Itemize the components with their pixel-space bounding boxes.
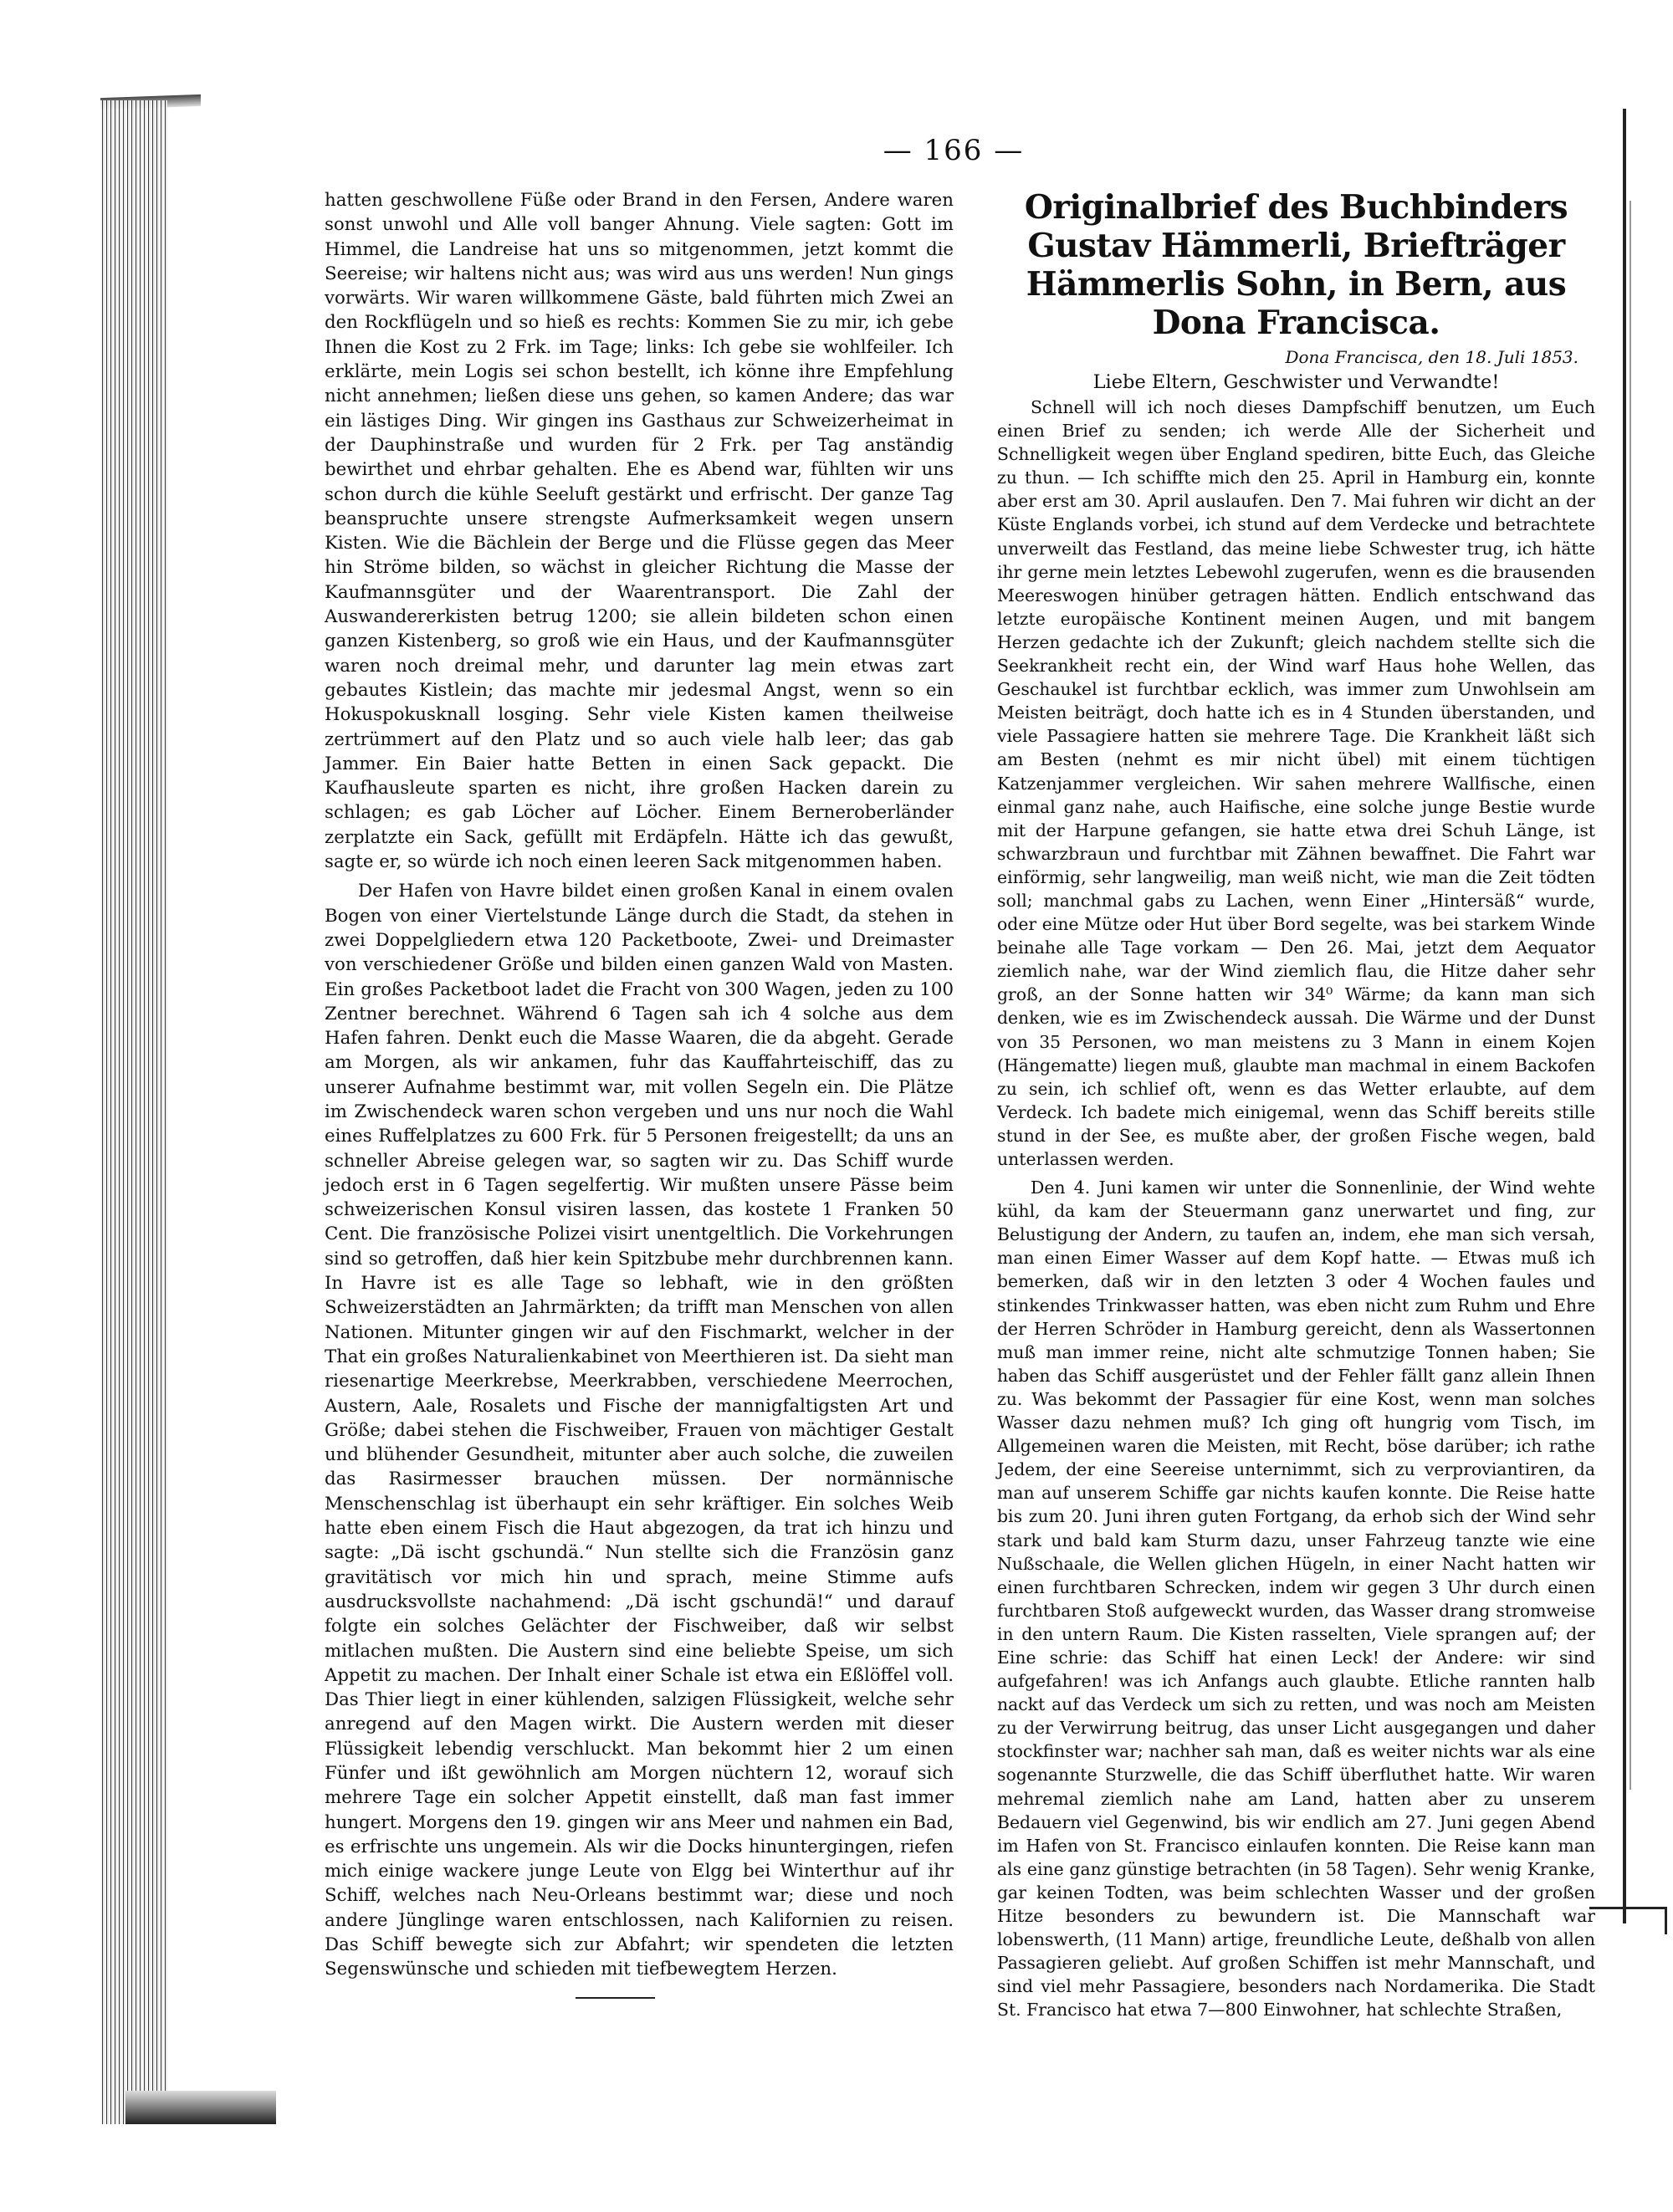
scan-border-line [1623,109,1626,1923]
letter-salutation: Liebe Eltern, Geschwister und Verwandte! [1092,371,1500,393]
section-end-rule [576,1997,655,1999]
paragraph: Der Hafen von Havre bildet einen großen Kanal in einem ovalen Bogen von einer Viertelstunde Länge durch die Stadt, da stehen in zwei Doppelgliedern etwa 120 Packetboote, Zwei- und Dreimaster von verschiedener Größe und bilden einen ganzen Wald von Masten. Ein großes Packetboot ladet die Fracht von 300 Wagen, jeden zu 100 Zentner berechnet. Während 6 Tagen sah ich 4 solche aus dem Hafen fahren. Denkt euch die Masse Waaren, die da abgeht. Gerade am Morgen, als wir ankamen, fuhr das Kauffahrteischiff, das zu unserer Aufnahme bestimmt war, mit vollen Segeln ein. Die Plätze im Zwischendeck waren schon vergeben und uns nur noch die Wahl eines Ruffelplatzes zu 600 Frk. für 5 Personen freigestellt; da uns an schneller Abreise gelegen war, so sagten wir zu. Das Schiff wurde jedoch erst in 6 Tagen segelfertig. Wir mußten unsere Pässe beim schweizerischen Konsul visiren lassen, das kostete 1 Franken 50 Cent. Die französische Polizei visirt unentgeltlich. Die Vorkehrungen sind so getroffen, daß hier kein Spitzbube mehr durchbrennen kann. In Havre ist es alle Tage so lebhaft, wie in den größten Schweizerstädten an Jahrmärkten; da trifft man Menschen von allen Nationen. Mitunter gingen wir auf den Fischmarkt, welcher in der That ein großes Naturalienkabinet von Meerthieren ist. Da sieht man riesenartige Meerkrebse, Meerkrabben, verschiedene Meerrochen, Austern, Aale, Rosalets und Fische der mannigfaltigsten Art und Größe; dabei stehen die Fischweiber, Frauen von mächtiger Gestalt und blühender Gesundheit, mitunter aber auch solche, die zuweilen das Rasirmesser brauchen müssen. Der normännische Menschenschlag ist überhaupt ein sehr kräftiger. Ein solches Weib hatte eben einem Fisch die Haut abgezogen, da trat ich hinzu und sagte: „Dä ischt gschundä.“ Nun stellte sich die Französin ganz gravitätisch vor mich hin und sprach, meine Stimme aufs ausdrucksvollste nachahmend: „Dä ischt gschundä!“ und darauf folgte ein solches Gelächter der Fischweiber, daß wir selbst mitlachen mußten. Die Austern sind eine beliebte Speise, um sich Appetit zu machen. Der Inhalt einer Schale ist etwa ein Eßlöffel voll. Das Thier liegt in einer kühlenden, salzigen Flüssigkeit, welche sehr anregend auf den Magen wirkt. Die Austern werden mit dieser Flüssigkeit lebendig verschluckt. Man bekommt hier 2 um einen Fünfer und ißt gewöhnlich am Morgen nüchtern 12, worauf sich mehrere Tage ein solcher Appetit einstellt, daß man fast immer hungert. Morgens den 19. gingen wir ans Meer und nahmen ein Bad, es erfrischte uns ungemein. Als wir die Docks hinuntergingen, riefen mich einige wackere junge Leute von Elgg bei Winterthur auf ihr Schiff, welches nach Neu-Orleans bestimmt war; diese und noch andere Jünglinge waren entschlossen, nach Kalifornien zu reisen. Das Schiff bewegte sich zur Abfahrt; wir spendeten die letzten Segenswünsche und schieden mit tiefbewegtem Herzen. [325,881,954,1980]
book-page-edges [100,100,167,2124]
article-title: Originalbrief des Buchbinders Gustav Hämmerli, Briefträger Hämmerlis Sohn, in Bern, aus Dona Francisca. [1024,188,1568,342]
paragraph: hatten geschwollene Füße oder Brand in den Fersen, Andere waren sonst unwohl und Alle voll banger Ahnung. Viele sagten: Gott im Himmel, die Landreise hat uns so mitgenommen, jetzt kommt die Seereise; wir haltens nicht aus; was wird aus uns werden! Nun gings vorwärts. Wir waren willkommene Gäste, bald führten mich Zwei an den Rockflügeln und so hieß es rechts: Kommen Sie zu mir, ich gebe Ihnen die Kost zu 2 Frk. im Tage; links: Ich gebe sie wohlfeiler. Ich erklärte, mein Logis sei schon bestellt, ich könne ihre Empfehlung nicht annehmen; ließen diese uns gehen, so kamen Andere; das war ein lästiges Ding. Wir gingen ins Gasthaus zur Schweizerheimat in der Dauphinstraße und wurden für 2 Frk. per Tag anständig bewirthet und ehrbar gehalten. Ehe es Abend war, fühlten wir uns schon durch die kühle Seeluft gestärkt und erfrischt. Der ganze Tag beanspruchte unsere strengste Aufmerksamkeit wegen unsern Kisten. Wie die Bächlein der Berge und die Flüsse gegen das Meer hin Ströme bilden, so wächst in gleicher Richtung die Masse der Kaufmannsgüter und der Waarentransport. Die Zahl der Auswandererkisten betrug 1200; sie allein bildeten schon einen ganzen Kistenberg, so groß wie ein Haus, und der Kaufmannsgüter waren noch dreimal mehr, und darunter lag mein etwas zart gebautes Kistlein; das machte mir jedesmal Angst, wenn so ein Hokuspokusknall losging. Sehr viele Kisten kamen theilweise zertrümmert auf den Platz und so auch viele halb leer; das gab Jammer. Ein Baier hatte Betten in einen Sack gepackt. Die Kaufhausleute sparten es nicht, ihre großen Hacken darein zu schlagen; es gab Löcher auf Löcher. Einem Berneroberländer zerplatzte ein Sack, gefüllt mit Erdäpfeln. Hätte ich das gewußt, sagte er, so würde ich noch einen leeren Sack mitgenommen haben. [325,190,954,873]
paragraph: Schnell will ich noch dieses Dampfschiff benutzen, um Euch einen Brief zu senden; ich werde Alle der Sicherheit und Schnelligkeit wegen über England spediren, bitte Euch, das Gleiche zu thun. — Ich schiffte mich den 25. April in Hamburg ein, konnte aber erst am 30. April auslaufen. Den 7. Mai fuhren wir dicht an der Küste Englands vorbei, ich stund auf dem Verdecke und betrachtete unverweilt das Festland, das meine liebe Schwester trug, ich hätte ihr gerne mein letztes Lebewohl zugerufen, wenn es die brausenden Meereswogen hinüber getragen hätten. Endlich entschwand das letzte europäische Kontinent meinen Augen, und mit bangem Herzen gedachte ich der Zukunft; gleich nachdem stellte sich die Seekrankheit recht ein, der Wind warf Haus hohe Wellen, das Geschaukel ist furchtbar ecklich, was immer zum Unwohlsein am Meisten beiträgt, doch hatte ich es in 4 Stunden überstanden, und viele Passagiere hatten sie mehrere Tage. Die Krankheit läßt sich am Besten (nehmt es mir nicht übel) mit einem tüchtigen Katzenjammer vergleichen. Wir sahen mehrere Wallfische, einen einmal ganz nahe, auch Haifische, eine solche junge Bestie wurde mit der Harpune gefangen, sie hatte etwa drei Schuh Länge, ist schwarzbraun und furchtbar mit Zähnen bewaffnet. Die Fahrt war einförmig, sehr langweilig, man weiß nicht, wie man die Zeit tödten soll; manchmal gabs zu Lachen, wenn Einer „Hintersäß“ wurde, oder eine Mütze oder Hut über Bord segelte, was bei starkem Winde beinahe alle Tage vorkam — Den 26. Mai, jetzt dem Aequator ziemlich nahe, war der Wind ziemlich flau, die Hitze daher sehr groß, an der Sonne hatten wir 34⁰ Wärme; da kann man sich denken, wie es im Zwischendeck aussah. Die Wärme und der Dunst von 35 Personen, wo man meistens zu 3 Mann in einem Kojen (Hängematte) liegen muß, glaubte man machmal in einem Backofen zu sein, ich schlief oft, wenn es das Wetter erlaubte, auf dem Verdeck. Ich badete mich einigemal, wenn das Schiff bereits stille stund in der See, es mußte aber, der großen Fische wegen, bald unterlassen werden. [997,397,1595,1169]
scan-corner-mark [1589,1907,1667,1934]
letter-dateline: Dona Francisca, den 18. Juli 1853. [1285,347,1578,367]
book-edge-bottom [125,2091,276,2124]
right-column [997,188,1595,2021]
left-column [325,188,954,1999]
page-number: — 166 — [883,134,1025,167]
paragraph: Den 4. Juni kamen wir unter die Sonnenlinie, der Wind wehte kühl, da kam der Steuermann ganz unerwartet und fing, zur Belustigung der Andern, zu taufen an, indem, ehe man sich versah, man einen Eimer Wasser auf dem Kopf hatte. — Etwas muß ich bemerken, daß wir in den letzten 3 oder 4 Wochen faules und stinkendes Trinkwasser hatten, was eben nicht zum Ruhm und Ehre der Herren Schröder in Hamburg gereicht, denn als Wassertonnen muß man immer reine, nicht alte schmutzige Tonnen haben; Sie haben das Schiff ausgerüstet und der Fehler fällt ganz allein Ihnen zu. Was bekommt der Passagier für eine Kost, wenn man solches Wasser dazu nehmen muß? Ich ging oft hungrig vom Tisch, im Allgemeinen waren die Meisten, mit Recht, böse darüber; ich rathe Jedem, der eine Seereise unternimmt, sich zu verproviantiren, da man auf unserem Schiffe gar nichts kaufen konnte. Die Reise hatte bis zum 20. Juni ihren guten Fortgang, da erhob sich der Wind sehr stark und bald kam Sturm dazu, unser Fahrzeug tanzte wie eine Nußschaale, die Wellen glichen Hügeln, in einer Nacht hatten wir einen furchtbaren Schrecken, indem wir gegen 3 Uhr durch einen furchtbaren Stoß aufgeweckt wurden, das Wasser drang stromweise in den untern Raum. Die Kisten rasselten, Viele sprangen auf; der Eine schrie: das Schiff hat einen Leck! der Andere: wir sind aufgefahren! was ich Anfangs auch glaubte. Etliche rannten halb nackt auf das Verdeck um sich zu retten, und was noch am Meisten zu der Verwirrung beitrug, das unser Licht ausgegangen und daher stockfinster war; nachher sah man, daß es weiter nichts war als eine sogenannte Sturzwelle, die das Schiff überfluthet hatte. Wir waren mehremal ziemlich nahe am Land, hatten aber zu unserem Bedauern viel Gegenwind, bis wir endlich am 27. Juni gegen Abend im Hafen von St. Francisco einlaufen konnten. Die Reise kann man als eine ganz günstige betrachten (in 58 Tagen). Sehr wenig Kranke, gar keinen Todten, was beim schlechten Wasser und der großen Hitze besonders zu bewundern ist. Die Mannschaft war lobenswerth, (11 Mann) artige, freundliche Leute, deßhalb von allen Passagieren geliebt. Auf großen Schiffen ist mehr Mannschaft, und sind viel mehr Passagiere, besonders nach Nordamerika. Die Stadt St. Francisco hat etwa 7—800 Einwohner, hat schlechte Straßen, [997,1178,1595,2020]
scan-border-line-faint [1630,201,1631,1790]
